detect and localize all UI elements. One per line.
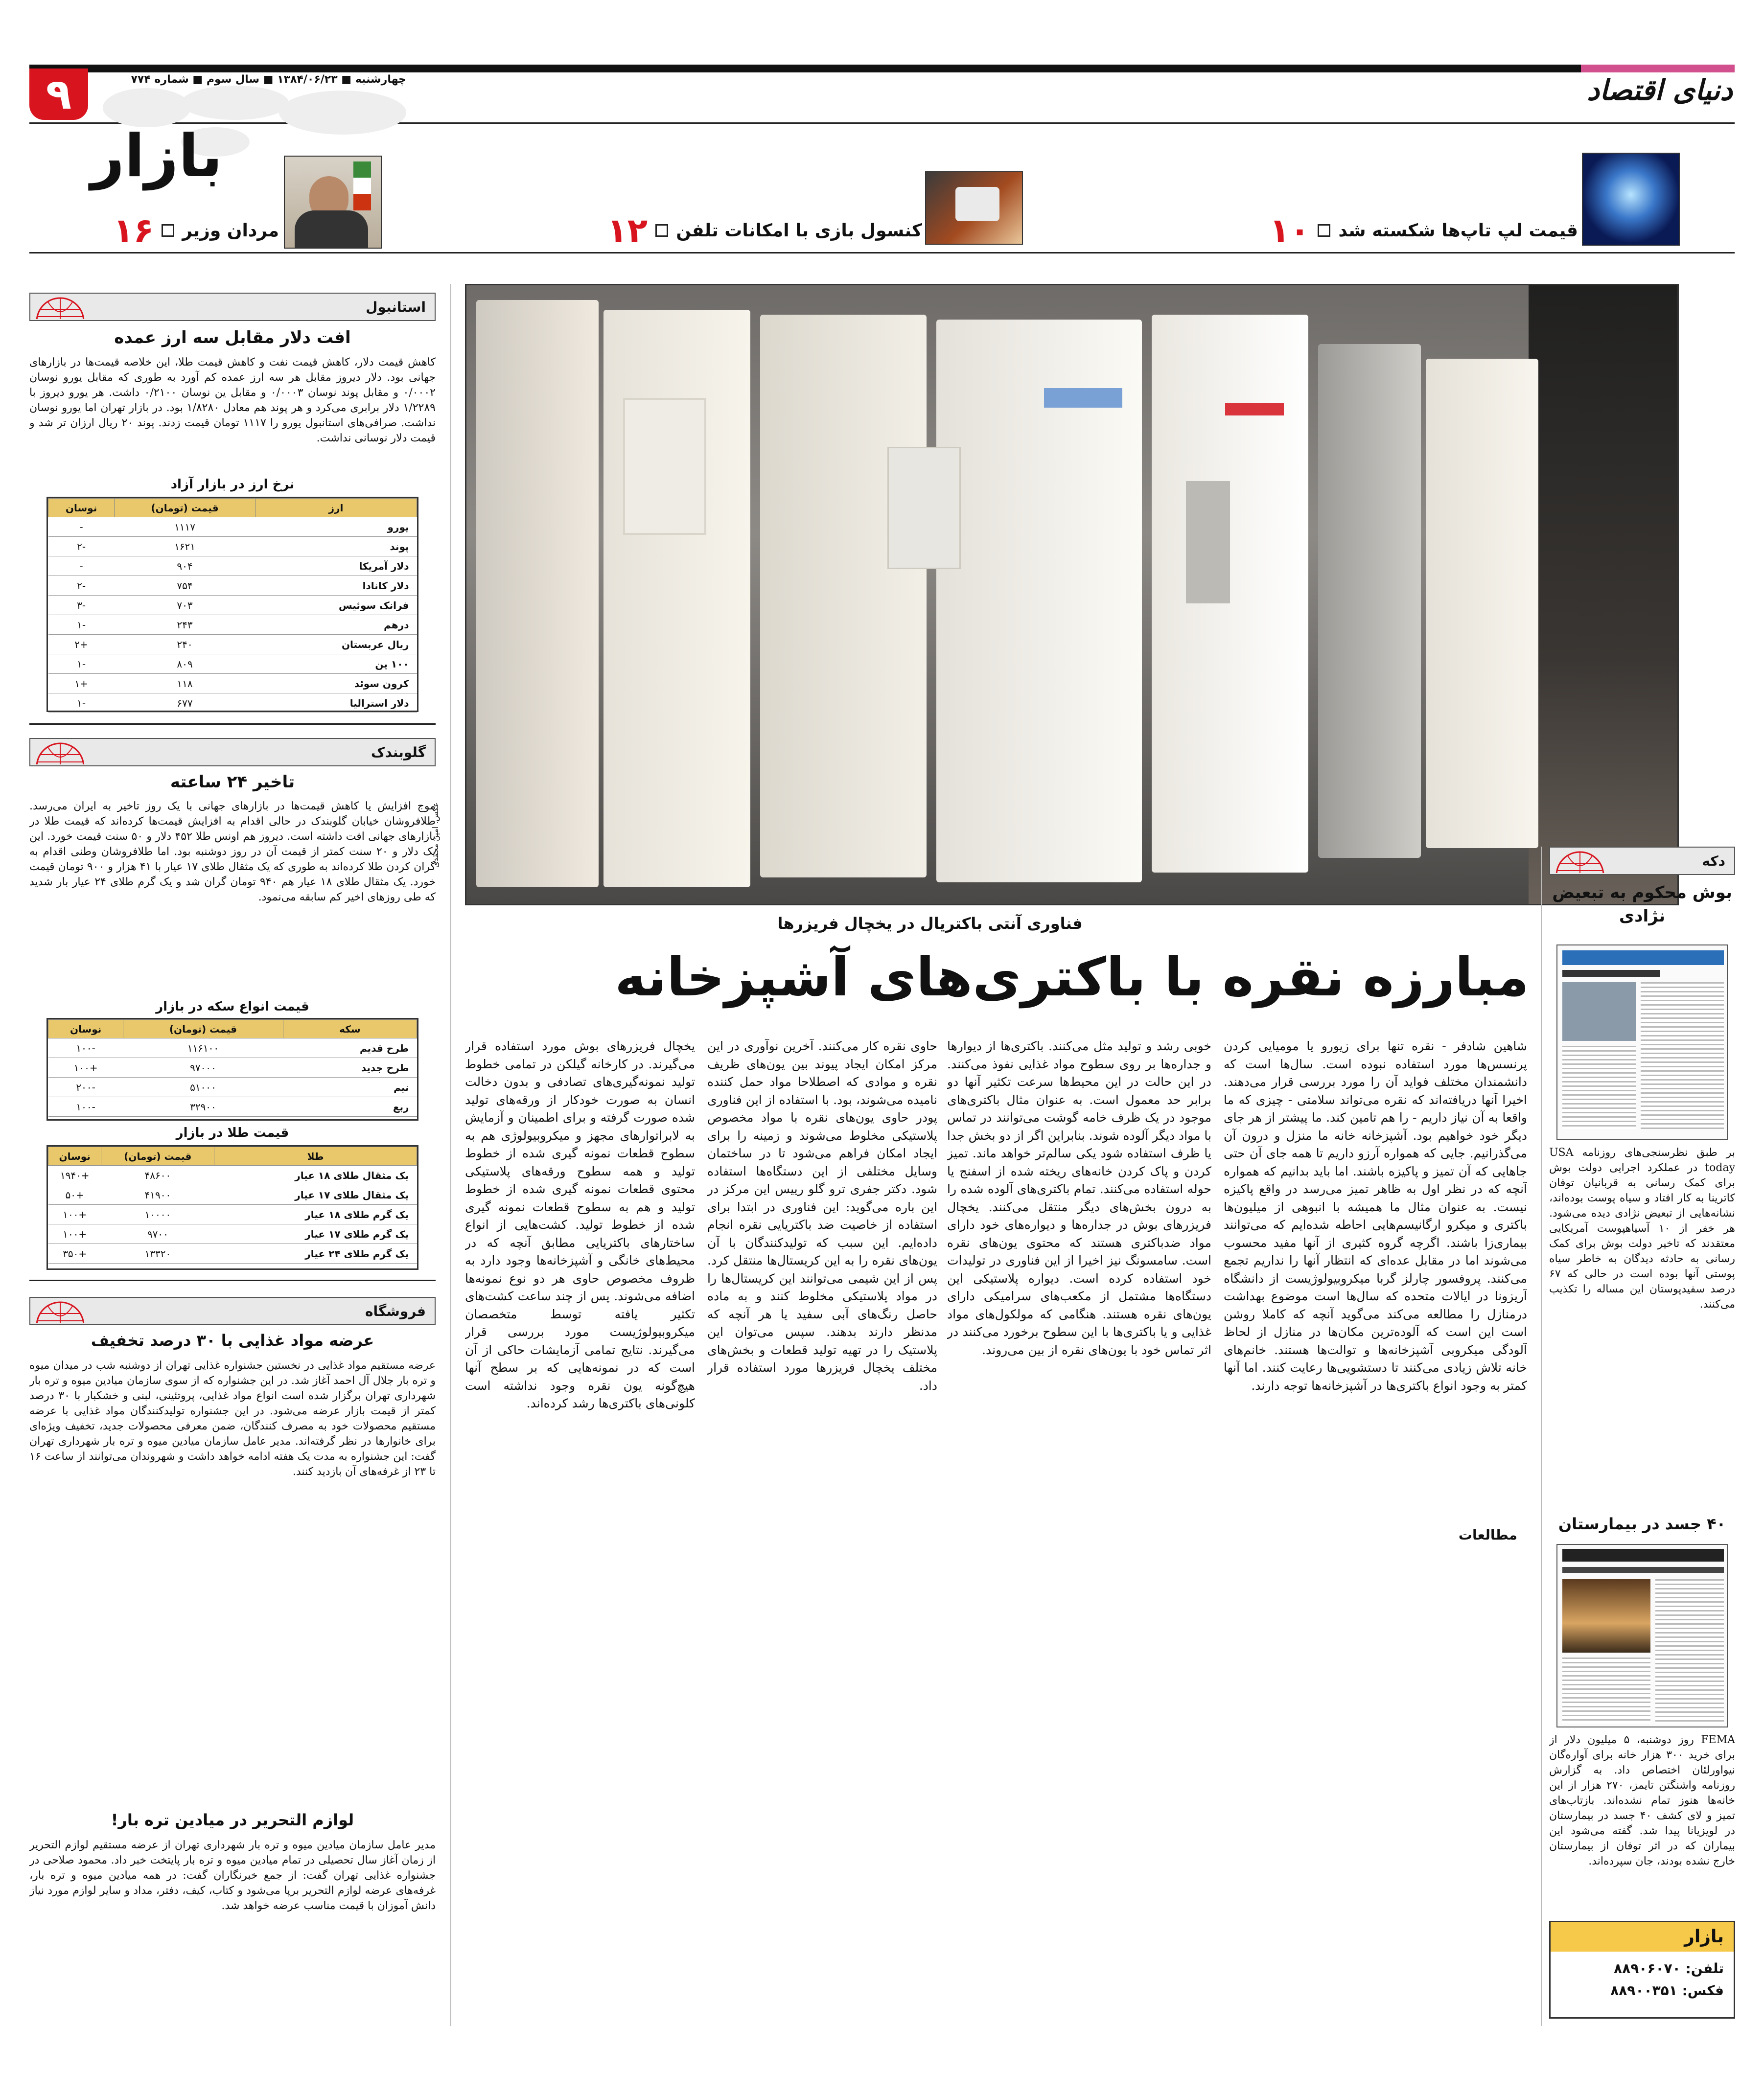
console-photo (925, 171, 1023, 245)
checkbox-icon (162, 224, 174, 237)
table-cell: +۲ (48, 635, 115, 654)
table-row (48, 1038, 417, 1058)
table-cell: طرح قدیم (283, 1038, 417, 1058)
page-number-badge (29, 69, 88, 120)
shop-panel-header (29, 1297, 436, 1325)
teaser-rule (29, 252, 1735, 253)
article-subhead: مطالعات (1458, 1527, 1517, 1543)
contact-box-header: بازار (1551, 1922, 1734, 1952)
checkbox-icon (1318, 224, 1330, 237)
table-header-row (48, 499, 417, 517)
table-cell: فرانک سوئیس (255, 596, 417, 615)
globe-icon (1553, 849, 1607, 873)
istanbul-panel-header (29, 293, 436, 321)
table-row (48, 1078, 417, 1097)
shop-title-2: لوازم التحریر در میادین تره بار! (111, 1811, 354, 1829)
shop-body: عرضه مستقیم مواد غذایی در نخستین جشنواره غذایی تهران از دوشنبه شب در میدان میوه و تره بار جلال آل احمد آغاز شد. در این جشنواره که از سوی سازمان میادین میوه و تره بار شهرداری تهران برگزار شده است انواع مواد غذایی، پروتئینی، لبنی و خشکبار با ۳۰ درصد کمتر از قیمت بازار عرضه می‌شود. در این جشنواره تولیدکنندگان مواد غذایی با عرضه مستقیم محصولات خود به مصرف کنندگان، ضمن معرفی محصولات جدید، تخفیف ویژه‌ای برای خانوارها در نظر گرفته‌اند. مدیر عامل سازمان میادین میوه و تره بار شهرداری تهران گفت: این جشنواره به مدت یک هفته ادامه خواهد داشت و شهروندان می‌توانند از ساعت ۱۶ تا ۲۳ از غرفه‌های آن بازدید کنند. (29, 1359, 436, 1478)
table-cell: ۹۷۰۰ (101, 1224, 214, 1244)
section-title: بازار (91, 122, 223, 190)
table-row (48, 1166, 417, 1185)
table-cell: - (48, 556, 115, 576)
table-cell: درهم (255, 615, 417, 635)
golbandak-title: تاخیر ۲۴ ساعته (170, 772, 295, 792)
table-cell: ربع (283, 1097, 417, 1117)
contact-fax: فکس: ۸۸۹۰۰۳۵۱ (1610, 1982, 1724, 1999)
panel-label: دکه (1702, 852, 1725, 869)
table-cell: ۴۱۹۰۰ (101, 1185, 214, 1205)
column-rule (1541, 847, 1542, 2026)
istanbul-title: افت دلار مقابل سه ارز عمده (114, 328, 351, 347)
table-cell: ۱۱۱۷ (115, 517, 255, 537)
table-cell: +۱۹۴۰ (48, 1166, 101, 1185)
table-cell: طرح جدید (283, 1058, 417, 1078)
table-cell: یک مثقال طلای ۱۷ عیار (214, 1185, 417, 1205)
gold-table-title: قیمت طلا در بازار (176, 1126, 289, 1140)
table-cell: ۱۰۰۰۰ (101, 1205, 214, 1224)
date-line: چهارشنبه ■ ۱۳۸۴/۰۶/۲۳ ■ سال سوم ■ شماره ۷۷۴ (131, 73, 406, 86)
table-cell: -۳ (48, 596, 115, 615)
table-row (48, 556, 417, 576)
column-header: قیمت (تومان) (101, 1147, 214, 1166)
article-headline: مبارزه نقره با باکتری‌های آشپزخانه (615, 947, 1529, 1008)
table-row (48, 1244, 417, 1264)
table-row (48, 1185, 417, 1205)
table-cell: نیم (283, 1078, 417, 1097)
table-cell: ۱۶۲۱ (115, 537, 255, 556)
table-row (48, 596, 417, 615)
table-row (48, 1205, 417, 1224)
usa-today-clipping (1556, 944, 1728, 1140)
table-cell: دلار کانادا (255, 576, 417, 596)
table-cell: +۵۰ (48, 1185, 101, 1205)
teaser-laptop[interactable] (1147, 211, 1578, 250)
coin-table (46, 1018, 418, 1121)
globe-icon (33, 740, 87, 764)
teaser-page-number: ۱۶ (113, 211, 154, 250)
gold-prices-table (48, 1147, 417, 1264)
fridge-photo (465, 284, 1679, 905)
table-cell: -۲ (48, 576, 115, 596)
column-header: قیمت (تومان) (115, 499, 255, 517)
panel-label: فروشگاه (365, 1303, 426, 1319)
table-cell: +۱۰۰ (48, 1224, 101, 1244)
booth-title: بوش محکوم به تبعیض نژادی (1552, 883, 1732, 926)
panel-label: گلوبندک (371, 744, 426, 760)
table-cell: ۷۰۳ (115, 596, 255, 615)
table-cell: پوند (255, 537, 417, 556)
table-cell: کرون سوئد (255, 674, 417, 693)
table-cell: یک مثقال طلای ۱۸ عیار (214, 1166, 417, 1185)
table-cell: ۴۸۶۰۰ (101, 1166, 214, 1185)
page-number: ۹ (46, 69, 72, 119)
table-cell: ۸۰۹ (115, 654, 255, 674)
table-cell: -۱۰۰ (48, 1038, 123, 1058)
shop-title: عرضه مواد غذایی با ۳۰ درصد تخفیف (91, 1331, 374, 1350)
article-column-4: یخچال فریزرهای بوش مورد استفاده قرار می‌گیرند. در کارخانه گیلکن در تمامی خطوط تولید نمونه‌گیری‌های تصادفی و بدون دخالت انسان به صورت خودکار از ورقه‌های تولید شده صورت گرفته و برای اطمینان و آزمایش به لابراتوارهای مجهز و میکروبیولوژی هم به سطوح قطعات نمونه گیری شده از خطوط تولید و همه سطوح ورقه‌های پلاستیکی محتوی قطعات نمونه گیری شده از خطوط تولید و هم به سطوح قطعات نمونه گیری شده از خطوط تولید. کشت‌هایی از انواع ساختارهای باکتریایی مطابق آنچه که در محیط‌های خانگی و آشپزخانه‌ها وجود دارد به ظروف مخصوص حاوی هر دو نوع نمونه‌ها اضافه می‌شوند. پس از چند ساعت کشت‌های تکثیر یافته توسط متخصصان میکروبیولوژیست مورد بررسی قرار می‌گیرند. نتایج تمامی آزمایشات حاکی از آن است که در نمونه‌هایی که بر سطح آنها هیچ‌گونه یون نقره وجود نداشته است کلونی‌های باکتری‌ها رشد کرده‌اند. (465, 1039, 695, 1410)
table-header-row (48, 1147, 417, 1166)
article-column-2: خوبی رشد و تولید مثل می‌کنند. باکتری‌ها از دیوارها و جداره‌ها بر روی سطوح مواد غذایی نفوذ می‌کنند. در این حالت در این محیط‌ها سرعت تکثیر آنها دو برابر حد معمول است. به عنوان مثال باکتری‌های موجود در یک ظرف خامه گوشت می‌توانند در تماس با مواد دیگر آلوده شوند. بنابراین اگر از دو بخش جدا یا ظرف استفاده شود یکی سالم‌تر خواهد ماند. تمیز کردن و پاک کردن خانه‌های ریخته شده از اسفنج یا حوله استفاده می‌کنند. تمام باکتری‌های آلوده شده را به درون بخش‌های دیگر منتقل می‌کنند. یخچال فریزرهای بوش در جداره‌ها و دیواره‌های خود دارای مواد ضدباکتری هستند که محتوی یون‌های نقره است. سامسونگ نیز اخیرا از این فناوری در تولیدات خود استفاده کرده است. دیواره پلاستیکی این دستگاه‌ها مشتمل از مکعب‌های سرامیکی دارای یون‌های نقره هستند. هنگامی که مولکول‌های مواد غذایی و یا باکتری‌ها با این سطوح برخورد می‌کنند در اثر تماس خود با یون‌های نقره از بین می‌روند. (947, 1039, 1211, 1357)
teaser-label: قیمت لپ تاپ‌ها شکسته شد (1338, 220, 1578, 241)
column-header: قیمت (تومان) (123, 1020, 283, 1038)
table-cell: -۱۰۰ (48, 1097, 123, 1117)
table-cell: -۱ (48, 654, 115, 674)
table-cell: ۱۱۸ (115, 674, 255, 693)
contact-phone: تلفن: ۸۸۹۰۶۰۷۰ (1614, 1960, 1724, 1977)
table-cell: ۱۳۳۲۰ (101, 1244, 214, 1264)
table-row (48, 635, 417, 654)
coin-table-title: قیمت انواع سکه در بازار (156, 999, 309, 1014)
table-cell: یک گرم طلای ۱۸ عیار (214, 1205, 417, 1224)
golbandak-panel-header (29, 738, 436, 766)
table-cell: +۱۰۰ (48, 1205, 101, 1224)
golbandak-bottom-rule (29, 1280, 436, 1281)
table-cell: -۲۰۰ (48, 1078, 123, 1097)
booth-body: بر طبق نظرسنجی‌های روزنامه USA today در عملکرد اجرایی دولت بوش برای کمک رسانی به قربانیان توفان کاترینا به کار افتاد و سیاه پوست بوده‌اند، نشانه‌هایی از تبعیض نژادی دیده می‌شود. هر خفر از ۱۰ آسیاهپوست آمریکایی معتقدند که تاخیر دولت بوش برای کمک رسانی به حادثه دیدگان به خاطر سیاه پوستی آنها بوده است در حالی که ۶۷ درصد سفیدپوستان این مساله را تکذیب می‌کنند. (1549, 1147, 1735, 1311)
table-cell: ۲۴۰ (115, 635, 255, 654)
currency-table-title: نرخ ارز در بازار آزاد (170, 477, 295, 492)
column-rule (450, 284, 451, 2026)
teaser-minister[interactable] (73, 211, 279, 250)
column-header: سکه (283, 1020, 417, 1038)
table-row (48, 674, 417, 693)
table-row (48, 1058, 417, 1078)
table-cell: -۲ (48, 537, 115, 556)
teaser-console[interactable] (580, 211, 922, 250)
laptop-photo (1582, 153, 1680, 246)
table-row (48, 1224, 417, 1244)
currency-rates-table (48, 498, 417, 713)
minister-photo (284, 156, 382, 249)
top-rule (29, 65, 1735, 72)
table-cell: +۱۰۰ (48, 1058, 123, 1078)
table-cell: ۹۷۰۰۰ (123, 1058, 283, 1078)
table-cell: یک گرم طلای ۱۷ عیار (214, 1224, 417, 1244)
teaser-label: کنسول بازی با امکانات تلفن (676, 220, 922, 241)
table-header-row (48, 1020, 417, 1038)
coin-prices-table (48, 1019, 417, 1117)
newspaper-logo: دنیای اقتصاد (1587, 73, 1733, 107)
article-column-1: شاهین شادفر - نقره تنها برای زیورو یا مومیایی کردن پرنسس‌ها مورد استفاده نبوده است. سال‌ها است که دانشمندان مختلف فواید آن را مورد بررسی قرار می‌دهند. اخیرا آنها دریافته‌اند که نقره می‌تواند سلامتی - چیزی که ما واقعا به آن نیاز داریم - را هم تامین کند. ما پیشتر از هر جای دیگر خود خواهیم بود. آشپزخانه خانه ما منزل و درون آن می‌گذرانیم. جایی که همواره آرزو داریم تا همه جای آن حتی جاهایی که آن تمیز و پاکیزه باشند. اما باید بدانیم که همواره آنچه که در نظر اول به ظاهر تمیز می‌رسد در واقع پاکیزه نیست. به عنوان مثال ما همیشه با انبوهی از میلیون‌ها باکتری و میکرو ارگانیسم‌هایی احاطه شده‌ایم که می‌توانند بیماری‌زا باشند. اگرچه گروه کثیری از آنها مفید محسوب می‌شوند اما در مقابل عده‌ای که انتظار آنها را نداریم تجمع می‌کنند. پروفسور چارلز گربا میکروبیولوژیست از دانشگاه آریزونا در ایالات متحده که سال‌ها است موضوع بهداشت درمنازل را مطالعه می‌کند می‌گوید آنچه که کاملا روشن است این است که آلوده‌ترین مکان‌ها در منازل از لحاظ آلودگی میکروبی آشپزخانه‌ها و توالت‌ها هستند. خانم‌های خانه تلاش زیادی می‌کنند تا دستشویی‌ها رعایت کنند. اما آنها کمتر به وجود انواع باکتری‌ها در آشپزخانه‌ها توجه دارند. (1224, 1039, 1527, 1393)
column-header: نوسان (48, 1147, 101, 1166)
table-cell: دلار آمریکا (255, 556, 417, 576)
table-cell: +۳۵۰ (48, 1244, 101, 1264)
contact-box (1549, 1921, 1735, 2019)
article-column-3: حاوی نقره کار می‌کنند. آخرین نوآوری در این مرکز امکان ایجاد پیوند بین یون‌های ظریف نقره و موادی که اصطلاحا مواد حمل کننده نامیده می‌شوند، بود. با استفاده از این فناوری پودر حاوی یون‌های نقره با مواد مخصوص پلاستیکی مخلوط می‌شوند و زمینه را برای ایجاد امکان فراهم می‌شود تا در ساختمان وسایل مختلفی از این دستگاه‌ها استفاده شود. دکتر جفری ترو گلو رییس این مرکز در این باره می‌گوید: این فناوری در ابتدا برای استفاده از خاصیت ضد باکتریایی نقره انجام داده‌ایم. این سبب که تولیدکنندگان با آن یون‌های نقره را به این کریستال‌ها منتقل کرد. پس از این شیمی می‌توانند این کریستال‌ها را در مواد پلاستیکی مخلوط کنند و به ماده حاصل رنگ‌های آبی سفید یا هر آنچه که مدنظر دارند بدهند. سپس می‌توان این پلاستیک را در تهیه تولید قطعات و بخش‌های مختلف یخچال فریزرها مورد استفاده قرار داد. (707, 1039, 937, 1393)
istanbul-body: کاهش قیمت دلار، کاهش قیمت نفت و کاهش قیمت طلا، این خلاصه قیمت‌ها در بازارهای جهانی بود. دلار دیروز مقابل هر سه ارز عمده کم آورد به طوری که مقابل یورو نوسان ۰/۰۰۰۲ و مقابل پوند نوسان ۰/۰۰۰۳ و مقابل ین نوسان ۰/۲۱۰۰ داشت. هر یورو دیروز با ۱/۲۲۸۹ دلار برابری می‌کرد و هر پوند هم معادل ۱/۸۲۸۰ بود. در بازار تهران اما یورو نوسان نداشت. صرافی‌های استانبول یورو را ۱۱۱۷ تومان قیمت زدند. پوند ۲۰ ریال ارزان تر شد و قیمت دلار نوسانی نداشت. (29, 356, 436, 444)
header-pink-bar (1581, 65, 1735, 72)
table-row (48, 654, 417, 674)
washington-times-clipping (1556, 1544, 1728, 1727)
table-cell: - (48, 517, 115, 537)
golbandak-body: موج افزایش یا کاهش قیمت‌ها در بازارهای جهانی با یک روز تاخیر به ایران می‌رسد. طلافروشان خیابان گلوبندک در حالی اقدام به افزایش قیمت‌ها کرده‌اند که قیمت طلا در بازارهای جهانی افت داشته است. دیروز هم اونس طلا ۴۵۲ دلار و ۵۰ سنت قیمت خورد. این یک دلار و ۲۰ سنت کمتر از قیمت آن در روز دوشنبه بود. اما طلافروشان وطنی اقدام به گران کردن طلا کرده‌اند به طوری که یک مثقال طلای ۱۷ عیار با ۴۱ هزار و ۹۰۰ تومان قیمت خورد. یک مثقال طلای ۱۸ عیار هم ۹۴۰ تومان گران شد و یک گرم طلای ۲۴ عیار بار شدید که طی روزهای اخیر کم سابقه می‌نمود. (29, 800, 436, 903)
table-cell: ۳۲۹۰۰ (123, 1097, 283, 1117)
table-cell: ۷۵۴ (115, 576, 255, 596)
column-header: نوسان (48, 499, 115, 517)
globe-icon (33, 1299, 87, 1323)
teaser-page-number: ۱۲ (607, 211, 648, 250)
table-cell: ۱۰۰ ین (255, 654, 417, 674)
table-cell: ۲۴۳ (115, 615, 255, 635)
panel-label: استانبول (366, 299, 426, 315)
table-cell: ۱۱۶۱۰۰ (123, 1038, 283, 1058)
teaser-label: مردان وزیر (182, 220, 279, 241)
table-cell: +۱ (48, 674, 115, 693)
table-row (48, 576, 417, 596)
column-header: ارز (255, 499, 417, 517)
table-cell: ریال عربستان (255, 635, 417, 654)
table-cell: -۱ (48, 615, 115, 635)
booth-body-2: FEMA روز دوشنبه، ۵ میلیون دلار از برای خرید ۳۰۰ هزار خانه برای آواره‌گان نیواورلئان اختصاص داد. به گزارش روزنامه واشنگتن تایمز، ۲۷۰ هزار از این خانه‌ها هنوز تمام نشده‌اند. بازتاب‌های تمیز و لای کشف ۴۰ جسد در بیمارستان در لویزیانا پیدا شد. گفته می‌شود این بیماران که در اثر توفان از بیمارستان خارج نشده بودند، جان سپرده‌اند. (1549, 1734, 1735, 1867)
table-row (48, 537, 417, 556)
booth-panel-header (1549, 847, 1735, 875)
teaser-page-number: ۱۰ (1269, 211, 1310, 250)
currency-table (46, 497, 418, 712)
table-cell: ۹۰۴ (115, 556, 255, 576)
table-cell: یورو (255, 517, 417, 537)
table-row (48, 693, 417, 713)
table-cell: یک گرم طلای ۲۴ عیار (214, 1244, 417, 1264)
table-row (48, 1097, 417, 1117)
istanbul-bottom-rule (29, 723, 436, 725)
globe-icon (33, 295, 87, 319)
column-header: طلا (214, 1147, 417, 1166)
shop-body-2: مدیر عامل سازمان میادین میوه و تره بار شهرداری تهران از عرضه مستقیم لوازم التحریر از زمان آغاز سال تحصیلی در تمام میادین میوه و تره بار پایتخت خبر داد. محمود صلاحی در جشنواره غذایی تهران گفت: از جمع خبرنگاران گفت: در همه میادین میوه و تره بار، غرفه‌های عرضه لوازم التحریر برپا می‌شود و کتاب، کیف، دفتر، مداد و سایر لوازم مورد نیاز دانش آموزان با قیمت مناسب عرضه خواهد شد. (29, 1839, 436, 1912)
column-header: نوسان (48, 1020, 123, 1038)
table-cell: -۱ (48, 693, 115, 713)
table-cell: ۵۱۰۰۰ (123, 1078, 283, 1097)
checkbox-icon (655, 224, 668, 237)
article-kicker: فناوری آنتی باکتریال در یخچال فریزرها (777, 914, 1083, 933)
table-row (48, 517, 417, 537)
table-cell: دلار استرالیا (255, 693, 417, 713)
gold-table (46, 1145, 418, 1270)
table-cell: ۶۷۷ (115, 693, 255, 713)
table-row (48, 615, 417, 635)
booth-title-2: ۴۰ جسد در بیمارستان (1558, 1515, 1726, 1533)
photo-credit: عکس: امین محمدی (431, 803, 440, 868)
